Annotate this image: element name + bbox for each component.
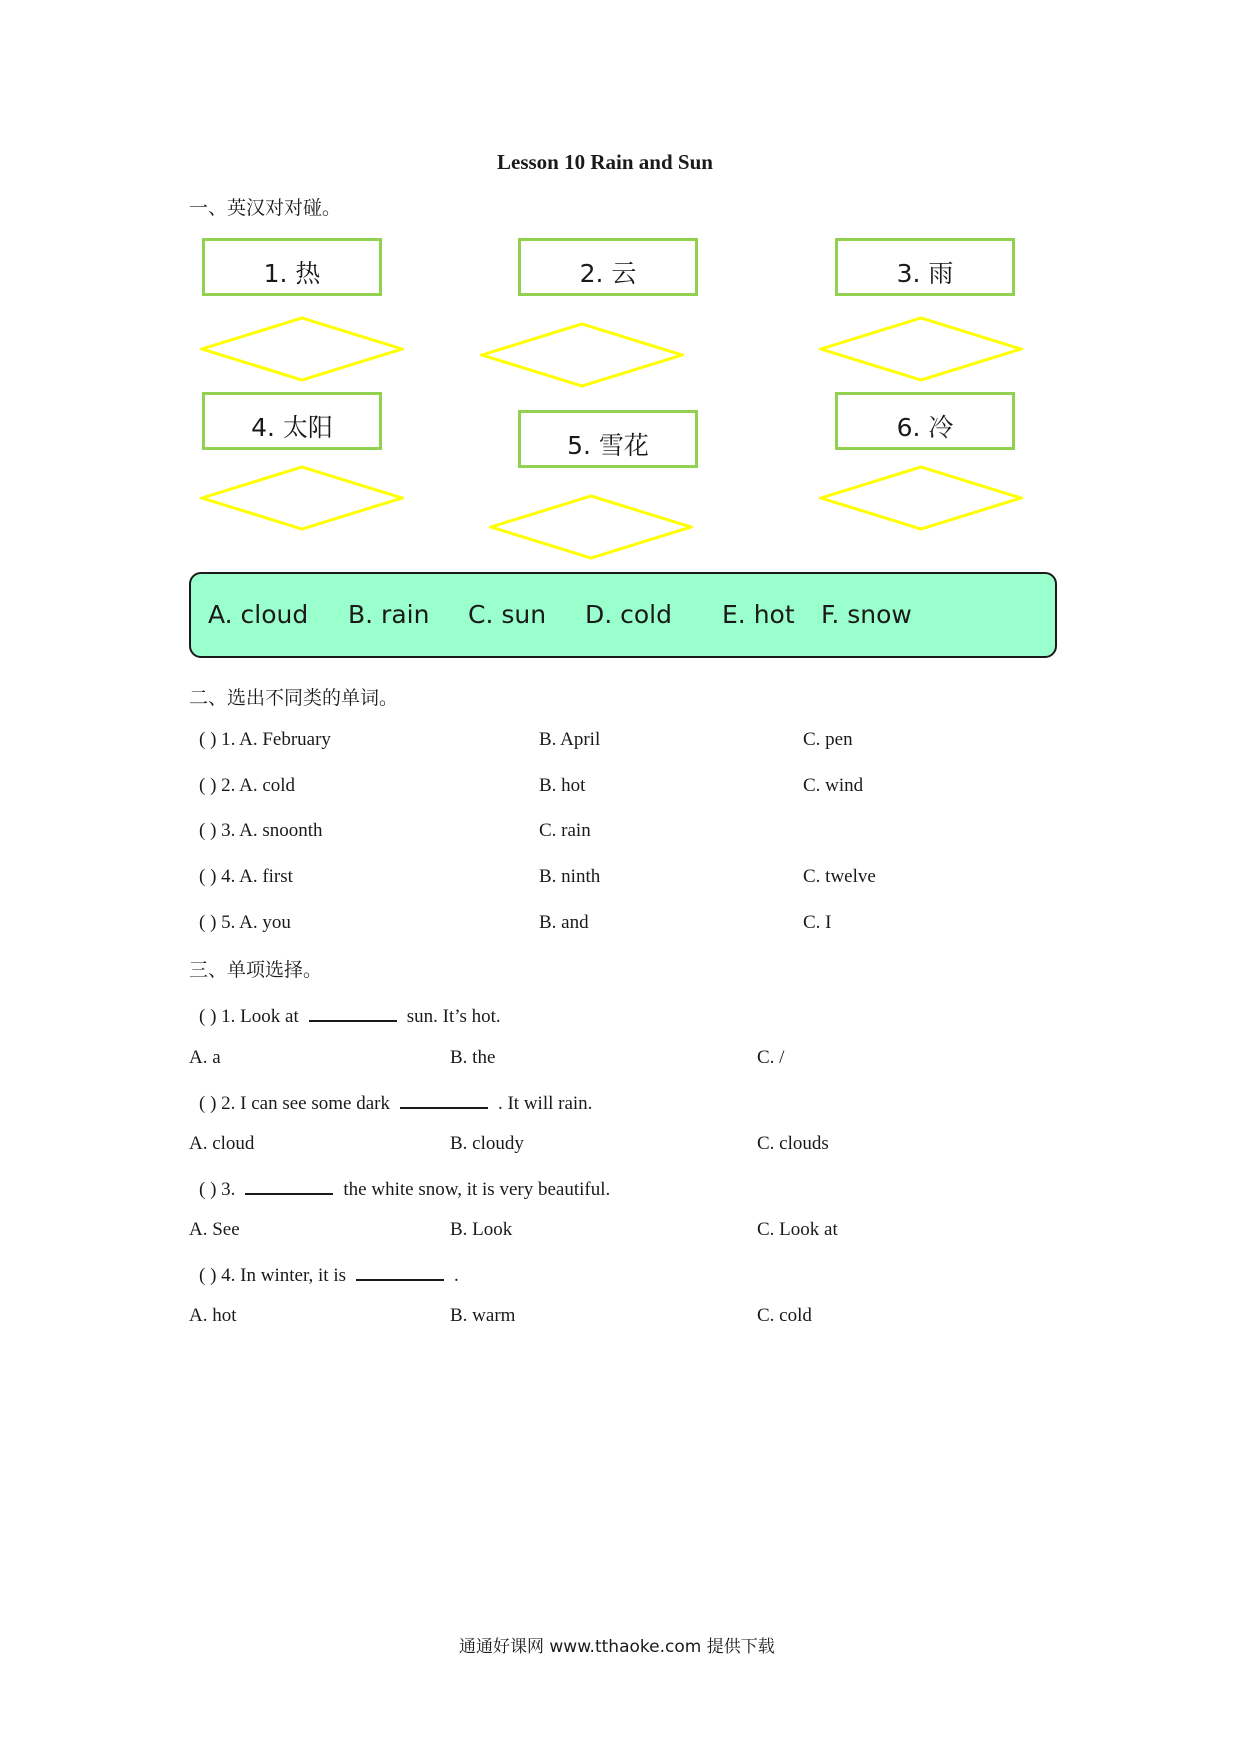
- question-stem: ( ) 3.: [199, 1179, 236, 1200]
- chinese-box-6: [835, 392, 1015, 450]
- chinese-box-5: [518, 410, 698, 468]
- answer-diamond-5[interactable]: [489, 494, 693, 560]
- page-title: Lesson 10 Rain and Sun: [497, 150, 713, 174]
- answer-diamond-2[interactable]: [480, 322, 684, 388]
- word-bank-item: A. cloud: [208, 600, 309, 629]
- chinese-box-1: [202, 238, 382, 296]
- question-stem: ( ) 4. In winter, it is: [199, 1265, 346, 1286]
- word-bank-item: F. snow: [821, 600, 912, 629]
- question-stem-end: . It will rain.: [497, 1093, 593, 1114]
- chinese-box-label: 5. 雪花: [567, 431, 649, 460]
- chinese-box-label: 4. 太阳: [251, 413, 333, 442]
- chinese-box-label: 1. 热: [263, 259, 321, 288]
- odd-one-out-option-b: B. hot: [539, 775, 586, 796]
- option-a: A. a: [189, 1047, 221, 1068]
- question-stem-end: .: [454, 1265, 459, 1286]
- option-b: B. warm: [450, 1305, 516, 1326]
- odd-one-out-option-c: C. pen: [803, 729, 853, 750]
- answer-diamond-1[interactable]: [200, 316, 404, 382]
- question-stem-end: sun. It’s hot.: [406, 1006, 501, 1027]
- section-3-heading: 三、单项选择。: [189, 959, 323, 981]
- question-stem: ( ) 1. Look at: [199, 1006, 299, 1027]
- choice-question-3: [199, 1175, 610, 1201]
- option-b: B. Look: [450, 1219, 513, 1240]
- odd-one-out-option-b: B. and: [539, 912, 589, 933]
- word-bank-item: E. hot: [722, 600, 795, 629]
- odd-one-out-option-c: C. wind: [803, 775, 864, 796]
- option-c: C. Look at: [757, 1219, 838, 1240]
- section-1-heading: 一、英汉对对碰。: [189, 197, 342, 219]
- odd-one-out-option-c: C. I: [803, 912, 832, 933]
- question-stem-end: the white snow, it is very beautiful.: [343, 1179, 611, 1200]
- answer-blank[interactable]: [309, 1002, 397, 1022]
- odd-one-out-option-b: B. ninth: [539, 866, 601, 887]
- odd-one-out-stem: ( ) 3. A. snoonth: [199, 820, 323, 841]
- page-footer: 通通好课网 www.tthaoke.com 提供下载: [459, 1637, 775, 1657]
- odd-one-out-option-b: B. April: [539, 729, 601, 750]
- answer-diamond-6[interactable]: [819, 465, 1023, 531]
- option-c: C. cold: [757, 1305, 812, 1326]
- chinese-box-3: [835, 238, 1015, 296]
- word-bank-item: D. cold: [585, 600, 672, 629]
- section-2-heading: 二、选出不同类的单词。: [189, 687, 399, 709]
- choice-question-4: [199, 1261, 459, 1287]
- chinese-box-label: 2. 云: [579, 259, 637, 288]
- answer-diamond-3[interactable]: [819, 316, 1023, 382]
- option-c: C. /: [757, 1047, 785, 1068]
- word-bank-item: C. sun: [468, 600, 547, 629]
- odd-one-out-option-c: C. twelve: [803, 866, 876, 887]
- answer-diamond-4[interactable]: [200, 465, 404, 531]
- odd-one-out-stem: ( ) 4. A. first: [199, 866, 293, 887]
- odd-one-out-stem: ( ) 5. A. you: [199, 912, 291, 933]
- answer-blank[interactable]: [356, 1261, 444, 1281]
- chinese-box-label: 6. 冷: [896, 413, 954, 442]
- option-c: C. clouds: [757, 1133, 829, 1154]
- choice-question-1: [199, 1002, 501, 1028]
- answer-blank[interactable]: [245, 1175, 333, 1195]
- odd-one-out-stem: ( ) 2. A. cold: [199, 775, 296, 796]
- word-bank: [189, 572, 1057, 658]
- chinese-box-4: [202, 392, 382, 450]
- answer-blank[interactable]: [400, 1089, 488, 1109]
- option-b: B. the: [450, 1047, 496, 1068]
- option-a: A. hot: [189, 1305, 237, 1326]
- chinese-box-label: 3. 雨: [896, 259, 954, 288]
- choice-question-2: [199, 1089, 592, 1115]
- word-bank-item: B. rain: [348, 600, 430, 629]
- option-a: A. cloud: [189, 1133, 255, 1154]
- option-b: B. cloudy: [450, 1133, 524, 1154]
- question-stem: ( ) 2. I can see some dark: [199, 1093, 390, 1114]
- option-a: A. See: [189, 1219, 240, 1240]
- chinese-box-2: [518, 238, 698, 296]
- odd-one-out-option-b: C. rain: [539, 820, 591, 841]
- odd-one-out-stem: ( ) 1. A. February: [199, 729, 331, 750]
